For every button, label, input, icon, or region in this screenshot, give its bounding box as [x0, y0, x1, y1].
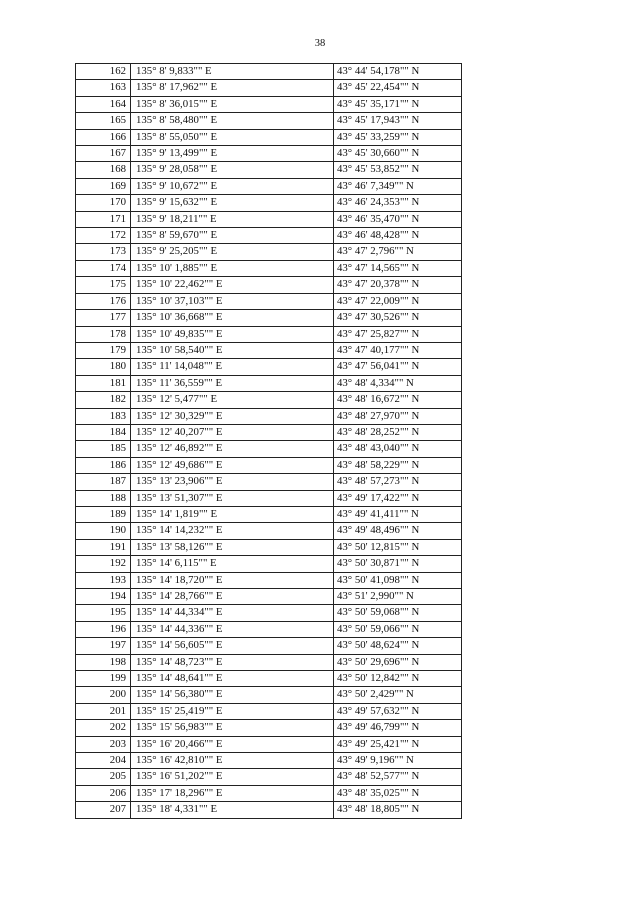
point-number-cell: 200	[76, 687, 131, 703]
point-number-cell: 163	[76, 80, 131, 96]
point-number-cell: 191	[76, 539, 131, 555]
table-row	[76, 785, 462, 801]
point-number-cell: 172	[76, 228, 131, 244]
table-row	[76, 441, 462, 457]
latitude-cell: 43° 47' 2,796"" N	[334, 244, 462, 260]
table-row	[76, 687, 462, 703]
table-row	[76, 424, 462, 440]
point-number-cell: 201	[76, 703, 131, 719]
table-row	[76, 802, 462, 818]
longitude-cell: 135° 13' 58,126"" E	[131, 539, 334, 555]
latitude-cell: 43° 46' 48,428"" N	[334, 228, 462, 244]
point-number-cell: 193	[76, 572, 131, 588]
table-row	[76, 260, 462, 276]
longitude-cell: 135° 14' 18,720"" E	[131, 572, 334, 588]
longitude-cell: 135° 10' 22,462"" E	[131, 277, 334, 293]
latitude-cell: 43° 45' 33,259"" N	[334, 129, 462, 145]
table-row	[76, 589, 462, 605]
latitude-cell: 43° 47' 40,177"" N	[334, 342, 462, 358]
table-row	[76, 244, 462, 260]
point-number-cell: 206	[76, 785, 131, 801]
table-row	[76, 474, 462, 490]
longitude-cell: 135° 14' 56,380"" E	[131, 687, 334, 703]
page-number: 38	[314, 38, 326, 49]
table-row	[76, 195, 462, 211]
latitude-cell: 43° 48' 28,252"" N	[334, 424, 462, 440]
table-row	[76, 359, 462, 375]
point-number-cell: 180	[76, 359, 131, 375]
latitude-cell: 43° 47' 20,378"" N	[334, 277, 462, 293]
point-number-cell: 165	[76, 113, 131, 129]
longitude-cell: 135° 8' 36,015"" E	[131, 96, 334, 112]
latitude-cell: 43° 50' 41,098"" N	[334, 572, 462, 588]
point-number-cell: 192	[76, 556, 131, 572]
point-number-cell: 164	[76, 96, 131, 112]
table-row	[76, 375, 462, 391]
point-number-cell: 207	[76, 802, 131, 818]
longitude-cell: 135° 8' 55,050"" E	[131, 129, 334, 145]
table-row	[76, 753, 462, 769]
table-row	[76, 654, 462, 670]
longitude-cell: 135° 16' 51,202"" E	[131, 769, 334, 785]
latitude-cell: 43° 49' 41,411"" N	[334, 506, 462, 522]
point-number-cell: 179	[76, 342, 131, 358]
longitude-cell: 135° 15' 25,419"" E	[131, 703, 334, 719]
table-row	[76, 703, 462, 719]
table-row	[76, 392, 462, 408]
longitude-cell: 135° 11' 36,559"" E	[131, 375, 334, 391]
point-number-cell: 188	[76, 490, 131, 506]
point-number-cell: 189	[76, 506, 131, 522]
latitude-cell: 43° 50' 12,815"" N	[334, 539, 462, 555]
longitude-cell: 135° 14' 48,723"" E	[131, 654, 334, 670]
table-row	[76, 736, 462, 752]
table-row	[76, 228, 462, 244]
latitude-cell: 43° 45' 17,943"" N	[334, 113, 462, 129]
table-row	[76, 621, 462, 637]
longitude-cell: 135° 11' 14,048"" E	[131, 359, 334, 375]
longitude-cell: 135° 10' 49,835"" E	[131, 326, 334, 342]
table-row	[76, 638, 462, 654]
longitude-cell: 135° 10' 37,103"" E	[131, 293, 334, 309]
table-row	[76, 113, 462, 129]
table-row	[76, 506, 462, 522]
point-number-cell: 203	[76, 736, 131, 752]
point-number-cell: 196	[76, 621, 131, 637]
latitude-cell: 43° 49' 57,632"" N	[334, 703, 462, 719]
longitude-cell: 135° 12' 40,207"" E	[131, 424, 334, 440]
longitude-cell: 135° 14' 1,819"" E	[131, 506, 334, 522]
latitude-cell: 43° 45' 30,660"" N	[334, 146, 462, 162]
longitude-cell: 135° 10' 36,668"" E	[131, 310, 334, 326]
point-number-cell: 177	[76, 310, 131, 326]
longitude-cell: 135° 14' 56,605"" E	[131, 638, 334, 654]
longitude-cell: 135° 8' 59,670"" E	[131, 228, 334, 244]
table-row	[76, 310, 462, 326]
latitude-cell: 43° 48' 58,229"" N	[334, 457, 462, 473]
longitude-cell: 135° 12' 5,477"" E	[131, 392, 334, 408]
table-row	[76, 490, 462, 506]
latitude-cell: 43° 48' 27,970"" N	[334, 408, 462, 424]
table-row	[76, 80, 462, 96]
longitude-cell: 135° 12' 30,329"" E	[131, 408, 334, 424]
table-row	[76, 457, 462, 473]
table-row	[76, 556, 462, 572]
longitude-cell: 135° 12' 49,686"" E	[131, 457, 334, 473]
longitude-cell: 135° 14' 48,641"" E	[131, 671, 334, 687]
latitude-cell: 43° 50' 48,624"" N	[334, 638, 462, 654]
longitude-cell: 135° 13' 23,906"" E	[131, 474, 334, 490]
longitude-cell: 135° 9' 15,632"" E	[131, 195, 334, 211]
point-number-cell: 199	[76, 671, 131, 687]
point-number-cell: 190	[76, 523, 131, 539]
longitude-cell: 135° 16' 20,466"" E	[131, 736, 334, 752]
coordinates-table	[75, 63, 462, 819]
table-row	[76, 277, 462, 293]
table-row	[76, 523, 462, 539]
latitude-cell: 43° 45' 35,171"" N	[334, 96, 462, 112]
table-row	[76, 162, 462, 178]
longitude-cell: 135° 14' 6,115"" E	[131, 556, 334, 572]
table-row	[76, 178, 462, 194]
latitude-cell: 43° 48' 43,040"" N	[334, 441, 462, 457]
longitude-cell: 135° 18' 4,331"" E	[131, 802, 334, 818]
point-number-cell: 175	[76, 277, 131, 293]
point-number-cell: 162	[76, 64, 131, 80]
longitude-cell: 135° 9' 13,499"" E	[131, 146, 334, 162]
point-number-cell: 168	[76, 162, 131, 178]
table-row	[76, 293, 462, 309]
latitude-cell: 43° 46' 24,353"" N	[334, 195, 462, 211]
longitude-cell: 135° 16' 42,810"" E	[131, 753, 334, 769]
longitude-cell: 135° 13' 51,307"" E	[131, 490, 334, 506]
table-row	[76, 720, 462, 736]
longitude-cell: 135° 9' 18,211"" E	[131, 211, 334, 227]
latitude-cell: 43° 49' 9,196"" N	[334, 753, 462, 769]
longitude-cell: 135° 14' 28,766"" E	[131, 589, 334, 605]
longitude-cell: 135° 14' 14,232"" E	[131, 523, 334, 539]
latitude-cell: 43° 49' 25,421"" N	[334, 736, 462, 752]
latitude-cell: 43° 48' 52,577"" N	[334, 769, 462, 785]
point-number-cell: 171	[76, 211, 131, 227]
table-row	[76, 572, 462, 588]
latitude-cell: 43° 47' 30,526"" N	[334, 310, 462, 326]
latitude-cell: 43° 48' 4,334"" N	[334, 375, 462, 391]
latitude-cell: 43° 44' 54,178"" N	[334, 64, 462, 80]
latitude-cell: 43° 47' 56,041"" N	[334, 359, 462, 375]
latitude-cell: 43° 46' 7,349"" N	[334, 178, 462, 194]
point-number-cell: 184	[76, 424, 131, 440]
longitude-cell: 135° 17' 18,296"" E	[131, 785, 334, 801]
point-number-cell: 178	[76, 326, 131, 342]
longitude-cell: 135° 8' 58,480"" E	[131, 113, 334, 129]
longitude-cell: 135° 12' 46,892"" E	[131, 441, 334, 457]
latitude-cell: 43° 50' 30,871"" N	[334, 556, 462, 572]
latitude-cell: 43° 46' 35,470"" N	[334, 211, 462, 227]
longitude-cell: 135° 15' 56,983"" E	[131, 720, 334, 736]
latitude-cell: 43° 47' 22,009"" N	[334, 293, 462, 309]
point-number-cell: 186	[76, 457, 131, 473]
table-row	[76, 539, 462, 555]
latitude-cell: 43° 49' 46,799"" N	[334, 720, 462, 736]
table-row	[76, 769, 462, 785]
table-row	[76, 146, 462, 162]
latitude-cell: 43° 49' 17,422"" N	[334, 490, 462, 506]
point-number-cell: 198	[76, 654, 131, 670]
table-row	[76, 96, 462, 112]
point-number-cell: 195	[76, 605, 131, 621]
point-number-cell: 166	[76, 129, 131, 145]
point-number-cell: 204	[76, 753, 131, 769]
latitude-cell: 43° 45' 22,454"" N	[334, 80, 462, 96]
table-row	[76, 129, 462, 145]
point-number-cell: 181	[76, 375, 131, 391]
longitude-cell: 135° 9' 28,058"" E	[131, 162, 334, 178]
longitude-cell: 135° 14' 44,336"" E	[131, 621, 334, 637]
table-row	[76, 211, 462, 227]
latitude-cell: 43° 48' 57,273"" N	[334, 474, 462, 490]
latitude-cell: 43° 47' 14,565"" N	[334, 260, 462, 276]
point-number-cell: 174	[76, 260, 131, 276]
latitude-cell: 43° 50' 29,696"" N	[334, 654, 462, 670]
table-row	[76, 605, 462, 621]
point-number-cell: 197	[76, 638, 131, 654]
latitude-cell: 43° 51' 2,990"" N	[334, 589, 462, 605]
point-number-cell: 182	[76, 392, 131, 408]
longitude-cell: 135° 8' 9,833"" E	[131, 64, 334, 80]
coordinates-table-body	[76, 64, 462, 819]
latitude-cell: 43° 45' 53,852"" N	[334, 162, 462, 178]
point-number-cell: 176	[76, 293, 131, 309]
longitude-cell: 135° 8' 17,962"" E	[131, 80, 334, 96]
latitude-cell: 43° 48' 35,025"" N	[334, 785, 462, 801]
point-number-cell: 169	[76, 178, 131, 194]
point-number-cell: 202	[76, 720, 131, 736]
point-number-cell: 187	[76, 474, 131, 490]
longitude-cell: 135° 9' 25,205"" E	[131, 244, 334, 260]
point-number-cell: 194	[76, 589, 131, 605]
point-number-cell: 170	[76, 195, 131, 211]
latitude-cell: 43° 48' 18,805"" N	[334, 802, 462, 818]
longitude-cell: 135° 14' 44,334"" E	[131, 605, 334, 621]
longitude-cell: 135° 10' 1,885"" E	[131, 260, 334, 276]
point-number-cell: 183	[76, 408, 131, 424]
latitude-cell: 43° 47' 25,827"" N	[334, 326, 462, 342]
table-row	[76, 408, 462, 424]
point-number-cell: 167	[76, 146, 131, 162]
latitude-cell: 43° 50' 59,066"" N	[334, 621, 462, 637]
longitude-cell: 135° 10' 58,540"" E	[131, 342, 334, 358]
point-number-cell: 185	[76, 441, 131, 457]
table-row	[76, 326, 462, 342]
table-row	[76, 342, 462, 358]
point-number-cell: 173	[76, 244, 131, 260]
latitude-cell: 43° 49' 48,496"" N	[334, 523, 462, 539]
point-number-cell: 205	[76, 769, 131, 785]
latitude-cell: 43° 50' 2,429"" N	[334, 687, 462, 703]
latitude-cell: 43° 48' 16,672"" N	[334, 392, 462, 408]
longitude-cell: 135° 9' 10,672"" E	[131, 178, 334, 194]
table-row	[76, 64, 462, 80]
latitude-cell: 43° 50' 59,068"" N	[334, 605, 462, 621]
latitude-cell: 43° 50' 12,842"" N	[334, 671, 462, 687]
table-row	[76, 671, 462, 687]
